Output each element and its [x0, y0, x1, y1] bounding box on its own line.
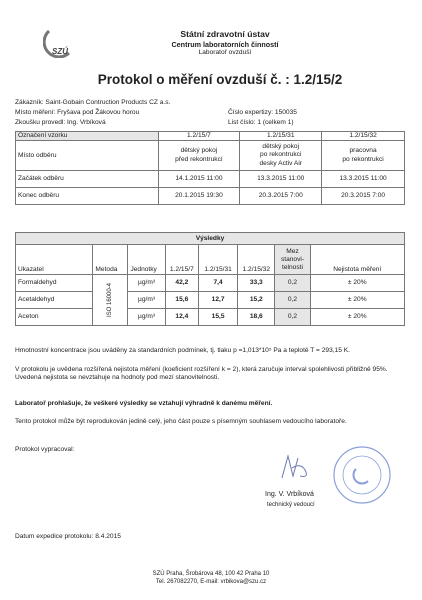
col-header: Metoda [93, 245, 128, 275]
sampling-place: dětský pokoj před rekontrukcí [158, 141, 240, 171]
table-row [16, 171, 405, 188]
col-header: 1.2/15/32 [238, 245, 275, 275]
results-header-row [16, 245, 405, 275]
customer: Zákazník: Saint-Gobain Contruction Products CZ a.s. [15, 99, 171, 106]
value: 18,6 [238, 309, 275, 326]
prepared-by-label: Protokol vypracoval: [15, 446, 75, 453]
handwritten-signature [262, 448, 322, 488]
tested-by: Zkoušku provedl: Ing. Vrbíková [15, 119, 106, 126]
table-row [16, 309, 405, 326]
uncertainty: ± 20% [310, 309, 404, 326]
expertise-number: Číslo expertizy: 150035 [228, 109, 297, 116]
footer-address: SZÚ Praha, Šrobárova 48, 100 42 Praha 10 [152, 571, 270, 577]
col-header: 1.2/15/31 [199, 245, 238, 275]
note-conditions: Hmotnostní koncentrace jsou uváděny za standardních podmínek, tj. tlaku p =1,013*10⁵ Pa a teplotě T = 293,15 K. [15, 347, 350, 354]
start-time: 14.1.2015 11:00 [158, 171, 240, 188]
results-title: Výsledky [16, 233, 405, 245]
table-row [16, 141, 405, 171]
expedition-date: Datum expedice protokolu: 8.4.2015 [15, 533, 121, 540]
col-header: Nejistota měření [310, 245, 404, 275]
center-name: Centrum laboratorních činností [171, 40, 279, 49]
sheet-number: List číslo: 1 (celkem 1) [228, 119, 294, 126]
place-label: Místo odběru [16, 141, 159, 171]
method-text: ISO 16000-4 [107, 282, 114, 318]
lab-name: Laboratoř ovzduší [198, 49, 252, 56]
value: 7,4 [199, 275, 238, 292]
value: 15,6 [165, 292, 198, 309]
value: 33,3 [238, 275, 275, 292]
start-label: Začátek odběru [16, 171, 159, 188]
end-time: 20.1.2015 19:30 [158, 188, 240, 205]
logo-text: SZÚ [52, 47, 68, 56]
limit: 0,2 [275, 292, 310, 309]
end-time: 20.3.2015 7:00 [322, 188, 405, 205]
start-time: 13.3.2015 11:00 [322, 171, 405, 188]
value: 12,4 [165, 309, 198, 326]
col-header: Ukazatel [16, 245, 93, 275]
uncertainty: ± 20% [310, 292, 404, 309]
signatory-name: Ing. V. Vrbíková [265, 491, 314, 498]
lab-declaration: Laboratoř prohlašuje, že veškeré výsledky se vztahují výhradně k danému měření. [15, 400, 273, 407]
table-row [16, 275, 405, 292]
table-row [16, 188, 405, 205]
limit: 0,2 [275, 275, 310, 292]
unit: µg/m³ [128, 275, 165, 292]
official-stamp [332, 445, 392, 505]
start-time: 13.3.2015 11:00 [240, 171, 322, 188]
analyte-name: Aceton [16, 309, 93, 326]
sample-id: 1.2/15/32 [322, 132, 405, 141]
value: 15,2 [238, 292, 275, 309]
sampling-place: dětský pokoj po rekontrukci desky Activ Air [240, 141, 322, 171]
unit: µg/m³ [128, 309, 165, 326]
method-cell [93, 275, 128, 326]
col-header: Mez stanovi-telnosti [275, 245, 310, 275]
page-title: Protokol o měření ovzduší č. : 1.2/15/2 [97, 72, 343, 87]
results-table [15, 232, 405, 326]
note-uncertainty: V protokolu je uvědena rozšířená nejistota měření (koeficient rozšíření k = 2), která zaručuje interval spolehlivosti přibližně 95%. Uvedená nejistota se nevztahuje na hodnoty pod mezí stanovitelnosti. [15, 366, 388, 382]
unit: µg/m³ [128, 292, 165, 309]
value: 15,5 [199, 309, 238, 326]
sample-id: 1.2/15/31 [240, 132, 322, 141]
note-reproduction: Tento protokol může být reprodukován jedině celý, jeho část pouze s písemným souhlasem vedoucího laboratoře. [15, 418, 347, 425]
analyte-name: Acetaldehyd [16, 292, 93, 309]
measurement-place: Místo měření: Fryšava pod Žákovou horou [15, 109, 140, 116]
end-label: Konec odběru [16, 188, 159, 205]
sample-table [15, 131, 405, 205]
uncertainty: ± 20% [310, 275, 404, 292]
col-header: Jednotky [128, 245, 165, 275]
analyte-name: Formaldehyd [16, 275, 93, 292]
footer-contact: Tel. 267082270, E-mail: vrbikova@szu.cz [155, 579, 267, 585]
signatory-role: technický vedoucí [267, 502, 315, 508]
end-time: 20.3.2015 7:00 [240, 188, 322, 205]
sampling-place: pracovna po rekontrukci [322, 141, 405, 171]
institute-name: Státní zdravotní ústav [180, 29, 270, 39]
col-header: 1.2/15/7 [165, 245, 198, 275]
table-row [16, 132, 405, 141]
value: 12,7 [199, 292, 238, 309]
szu-logo [43, 28, 75, 58]
sample-label: Označení vzorku [16, 132, 159, 141]
table-row [16, 292, 405, 309]
limit: 0,2 [275, 309, 310, 326]
value: 42,2 [165, 275, 198, 292]
sample-id: 1.2/15/7 [158, 132, 240, 141]
